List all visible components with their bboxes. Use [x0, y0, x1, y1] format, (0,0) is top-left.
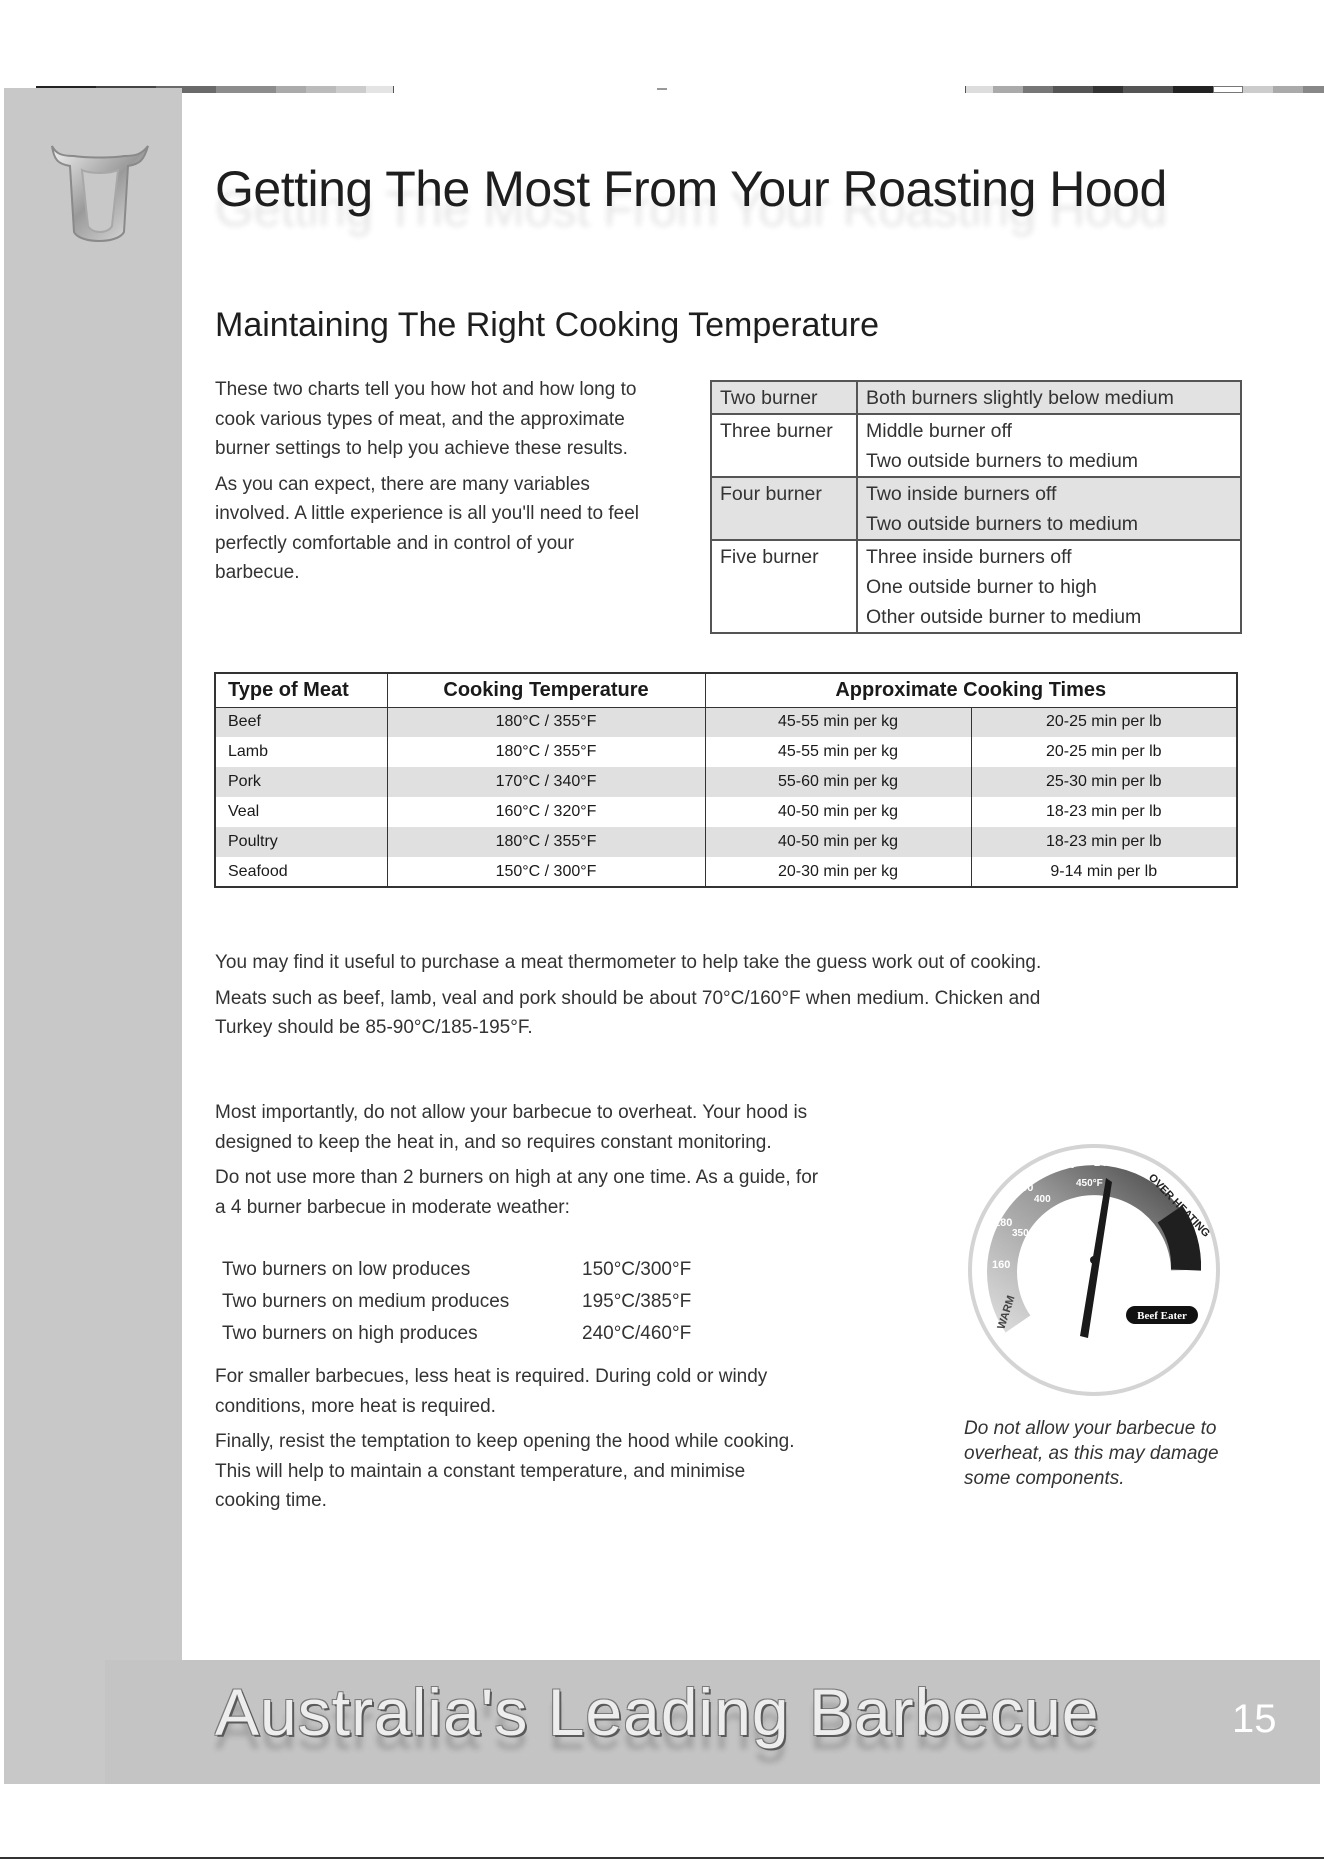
- burner-name: Three burner: [711, 414, 857, 477]
- header-cooking-temperature: Cooking Temperature: [387, 673, 705, 707]
- thermometer-note: [215, 948, 1065, 1049]
- burner-setting-line: Middle burner off: [866, 420, 1012, 442]
- heat-setting-value: 240°C/460°F: [582, 1323, 692, 1344]
- burner-name: Four burner: [711, 477, 857, 540]
- cell-per-kg: 20-30 min per kg: [705, 857, 971, 887]
- brand-badge-text: Beef Eater: [1137, 1310, 1187, 1322]
- gauge-tick-240c: 240°C: [1094, 1157, 1125, 1169]
- cell-per-lb: 18-23 min per lb: [971, 827, 1237, 857]
- cell-meat: Poultry: [215, 827, 387, 857]
- heat-setting-value: 150°C/300°F: [582, 1259, 692, 1280]
- cell-meat: Seafood: [228, 862, 288, 880]
- thermometer-paragraph-1: You may find it useful to purchase a meat thermometer to help take the guess work out of cooking.: [215, 952, 1042, 973]
- gauge-tick-160: 160: [992, 1259, 1011, 1271]
- heat-setting-value: 195°C/385°F: [582, 1291, 692, 1312]
- cell-temp: 180°C / 355°F: [387, 827, 705, 857]
- cell-per-kg: 45-55 min per kg: [705, 707, 971, 737]
- gauge-warm-label: WARM: [995, 1294, 1018, 1331]
- heat-setting-label: Two burners on medium produces: [222, 1291, 510, 1312]
- cell-per-lb: 20-25 min per lb: [971, 737, 1237, 767]
- section-title: Maintaining The Right Cooking Temperature: [215, 306, 880, 344]
- burner-setting: [857, 414, 1241, 477]
- burner-heat-list: [222, 1254, 691, 1350]
- list-item: [222, 1286, 691, 1318]
- burner-setting: [857, 540, 1241, 633]
- table-row: [215, 707, 1237, 737]
- table-row: [215, 737, 1237, 767]
- cell-per-kg: 40-50 min per kg: [705, 827, 971, 857]
- final-paragraph-1: For smaller barbecues, less heat is required. During cold or windy conditions, more heat is required.: [215, 1366, 768, 1417]
- page-title: Getting The Most From Your Roasting Hood: [215, 161, 1167, 217]
- cell-temp: 170°C / 340°F: [387, 767, 705, 797]
- burner-setting-line: Both burners slightly below medium: [866, 387, 1174, 409]
- overheat-paragraph-2: Do not use more than 2 burners on high at any one time. As a guide, for a 4 burner barbecue in moderate weather:: [215, 1167, 819, 1218]
- temperature-gauge-icon: [962, 1138, 1226, 1402]
- heat-setting-label: Two burners on low produces: [222, 1259, 471, 1280]
- gauge-caption: Do not allow your barbecue to overheat, as this may damage some components.: [964, 1418, 1219, 1489]
- burner-setting-line: Two outside burners to medium: [866, 450, 1139, 472]
- registration-mark-top: [657, 88, 667, 90]
- burner-row: [711, 414, 1241, 477]
- burner-setting: [857, 381, 1241, 414]
- overheat-note: [215, 1098, 825, 1228]
- gauge-tick-200: 200: [1015, 1182, 1034, 1194]
- crop-marks-right: [965, 86, 1324, 93]
- cell-meat: Beef: [215, 707, 387, 737]
- cell-per-lb: 18-23 min per lb: [971, 797, 1237, 827]
- page-number: 15: [1232, 1697, 1277, 1741]
- intro-paragraph-1: These two charts tell you how hot and how long to cook various types of meat, and the approximate burner settings to help you achieve these results.: [215, 379, 637, 459]
- list-item: [222, 1254, 691, 1286]
- gauge-tick-400: 400: [1034, 1194, 1051, 1205]
- gauge-overheat-zone: [1170, 1214, 1186, 1270]
- gauge-tick-450f: 450°F: [1076, 1178, 1103, 1189]
- cell-temp: 150°C / 300°F: [387, 857, 705, 887]
- overheat-paragraph-1: Most importantly, do not allow your barbecue to overheat. Your hood is designed to keep the heat in, and so requires constant monitoring.: [215, 1102, 808, 1153]
- final-paragraph-2: Finally, resist the temptation to keep opening the hood while cooking. This will help to maintain a constant temperature, and minimise cooking time.: [215, 1431, 795, 1511]
- burner-setting: [857, 477, 1241, 540]
- cell-per-kg: 45-55 min per kg: [705, 737, 971, 767]
- cell-per-kg: 40-50 min per kg: [705, 797, 971, 827]
- burner-setting-line: Three inside burners off: [866, 546, 1072, 568]
- intro-text: [215, 375, 655, 594]
- burner-name: Two burner: [711, 381, 857, 414]
- thermometer-paragraph-2: Meats such as beef, lamb, veal and pork should be about 70°C/160°F when medium. Chicken and Turkey should be 85-90°C/185-195°F.: [215, 987, 1041, 1038]
- bottom-rule: [0, 1857, 1324, 1859]
- burner-row: [711, 477, 1241, 540]
- cell-per-lb: 9-14 min per lb: [971, 857, 1237, 887]
- cell-meat: Pork: [215, 767, 387, 797]
- final-note: [215, 1362, 815, 1522]
- intro-paragraph-2: As you can expect, there are many variables involved. A little experience is all you'll need to feel perfectly comfortable and in control of your barbecue.: [215, 473, 639, 583]
- cell-per-lb: 25-30 min per lb: [971, 767, 1237, 797]
- gauge-tick-220: 220: [1057, 1159, 1076, 1171]
- burner-name: Five burner: [711, 540, 857, 633]
- list-item: [222, 1318, 691, 1350]
- gauge-tick-180: 180: [994, 1217, 1013, 1229]
- burner-setting-line: Two outside burners to medium: [866, 513, 1139, 535]
- table-header-row: [215, 673, 1237, 707]
- cell-meat: Veal: [228, 803, 260, 820]
- cell-temp: 180°C / 355°F: [387, 707, 705, 737]
- table-row: [215, 827, 1237, 857]
- cell-per-lb: 20-25 min per lb: [971, 707, 1237, 737]
- burner-settings-table: [710, 380, 1242, 634]
- gauge-overheating-label: OVER HEATING: [1145, 1171, 1213, 1240]
- cell-temp: 180°C / 355°F: [387, 737, 705, 767]
- grey-sidebar: [4, 88, 182, 1784]
- cell-temp: 160°C / 320°F: [387, 797, 705, 827]
- table-row: [215, 767, 1237, 797]
- header-cooking-times: Approximate Cooking Times: [705, 673, 1237, 707]
- gauge-pivot: [1090, 1256, 1098, 1264]
- bull-head-logo-icon: [44, 140, 156, 252]
- cell-meat: Lamb: [228, 743, 269, 760]
- heat-setting-label: Two burners on high produces: [222, 1323, 478, 1344]
- burner-setting-line: Other outside burner to medium: [866, 606, 1142, 628]
- header-type-of-meat: Type of Meat: [215, 673, 387, 707]
- footer-slogan: Australia's Leading Barbecue: [215, 1675, 1100, 1749]
- burner-row: [711, 381, 1241, 414]
- table-row: [215, 797, 1237, 827]
- cell-per-kg: 55-60 min per kg: [705, 767, 971, 797]
- burner-setting-line: One outside burner to high: [866, 576, 1097, 598]
- cooking-times-table: [214, 672, 1238, 888]
- table-row: [215, 857, 1237, 887]
- burner-row: [711, 540, 1241, 633]
- burner-setting-line: Two inside burners off: [866, 483, 1057, 505]
- gauge-tick-350: 350: [1012, 1228, 1029, 1239]
